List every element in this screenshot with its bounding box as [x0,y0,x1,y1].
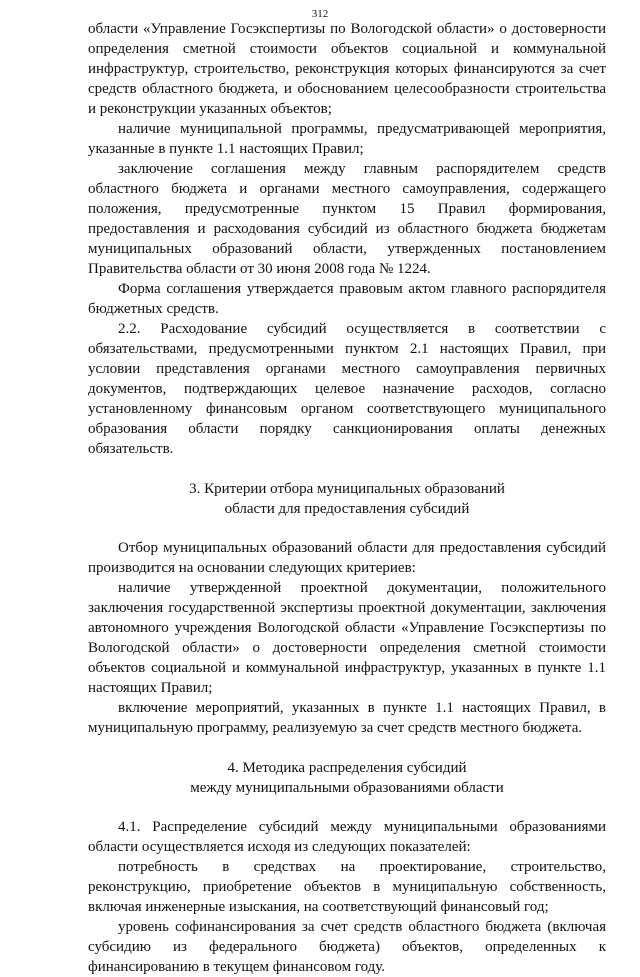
section-4-heading-line-2: между муниципальными образованиями области [190,780,504,796]
paragraph-2-2: 2.2. Расходование субсидий осуществляется в соответствии с обязательствами, предусмотренными пунктом 2.1 настоящих Правил, при условии представления органами местного самоуправления первичных документов, подтверждающих целевое назначение расходов, согласно установленному финансовым органом соответствующего муниципального образования области порядку санкционирования оплаты денежных обязательств. [88,321,606,457]
spacer [88,519,606,538]
section-3-heading-line-2: области для предоставления субсидий [224,501,470,517]
paragraph-indicator-need: потребность в средствах на проектирование, строительство, реконструкцию, приобретение объектов в муниципальную собственность, включая инженерные изыскания, на соответствующий финансовый год; [88,859,606,915]
paragraph-agreement: заключение соглашения между главным распорядителем средств областного бюджета и органами местного самоуправления, содержащего положения, предусмотренные пунктом 15 Правил формирования, предоставления и расходования субсидий из областного бюджета бюджетам муниципальных образований области, утвержденных постановлением Правительства области от 30 июня 2008 года № 1224. [88,161,606,277]
section-3-heading-line-1: 3. Критерии отбора муниципальных образований [189,481,505,497]
paragraph-criterion-documentation: наличие утвержденной проектной документации, положительного заключения государственной экспертизы проектной документации, заключения автономного учреждения Вологодской области «Управление Госэкспертизы по Вологодской области» о достоверности определения сметной стоимости объектов социальной и коммунальной инфраструктур, указанных в пункте 1.1 настоящих Правил; [88,580,606,696]
paragraph-selection-intro: Отбор муниципальных образований области для предоставления субсидий производится на основании следующих критериев: [88,540,606,576]
section-4-heading [88,758,606,798]
paragraph-4-1: 4.1. Распределение субсидий между муниципальными образованиями области осуществляется исходя из следующих показателей: [88,819,606,855]
spacer [88,459,606,479]
spacer [88,738,606,758]
paragraph-indicator-cofinancing: уровень софинансирования за счет средств областного бюджета (включая субсидию из федерального бюджета) объектов, определенных к финансированию в текущем финансовом году. [88,919,606,975]
paragraph-continued: области «Управление Госэкспертизы по Вологодской области» о достоверности определения сметной стоимости объектов социальной и коммунальной инфраструктур, строительство, реконструкция которых финансируются за счет средств областного бюджета, и обоснованием целесообразности строительства и реконструкции указанных объектов; [88,21,606,117]
spacer [88,798,606,817]
paragraph-municipal-program: наличие муниципальной программы, предусматривающей мероприятия, указанные в пункте 1.1 настоящих Правил; [88,121,606,157]
paragraph-agreement-form: Форма соглашения утверждается правовым актом главного распорядителя бюджетных средств. [88,281,606,317]
section-4-heading-line-1: 4. Методика распределения субсидий [227,760,467,776]
document-body [88,19,606,977]
section-3-heading [88,479,606,519]
paragraph-criterion-program: включение мероприятий, указанных в пункте 1.1 настоящих Правил, в муниципальную программу, реализуемую за счет средств местного бюджета. [88,700,606,736]
page-number: 312 [311,8,329,20]
